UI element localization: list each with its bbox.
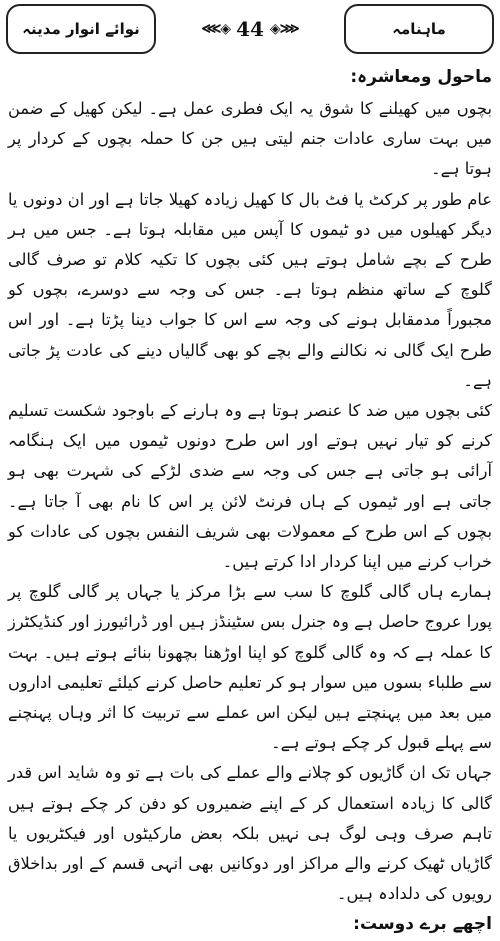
page-header (6, 4, 494, 56)
page-number: 44 (236, 17, 264, 41)
magazine-label-box (344, 4, 494, 54)
paragraph-2: عام طور پر کرکٹ یا فٹ بال کا کھیل زیادہ کھیلا جاتا ہے اور ان دونوں یا دیگر کھیلوں میں دو ٹیموں کا آپس میں مقابلہ ہوتا ہے۔ جس میں ہر طرح کے بچے شامل ہوتے ہیں کئی بچوں کا تکیہ کلام تو صرف گالی گلوچ کے ساتھ منظم ہوتا ہے۔ جس کی وجہ سے دوسرے، بچوں کو مجبوراً مدمقابل ہونے کی وجہ سے اس کا جواب دینا پڑتا ہے۔ اور اس طرح ایک گالی نہ نکالنے والے بچے کو بھی گالیاں دینے کی عادت پڑ جاتی ہے۔ (8, 189, 492, 390)
paragraph-4: ہمارے ہاں گالی گلوچ کا سب سے بڑا مرکز یا جہاں پر گالی گلوچ پر پورا عروج حاصل ہے وہ جنرل بس سٹینڈز ہیں اور ڈرائیورز اور کنڈیکٹرز کا عملہ ہے کہ وہ گالی گلوچ کو اپنا اوڑھنا بچھونا بنائے ہوتے ہیں۔ بہت سے طلباء بسوں میں سوار ہو کر تعلیم حاصل کرنے کیلئے تعلیمی اداروں میں بعد میں پہنچتے ہیں لیکن اس عملے سے تربیت کا اثر وہاں پہنچنے سے پہلے قبول کر چکے ہوتے ہے۔ (8, 582, 492, 753)
subheading: اچھے برے دوست: (353, 914, 492, 935)
magazine-name-box (6, 4, 156, 54)
section-heading: ماحول ومعاشرہ: (350, 67, 492, 87)
magazine-label: ماہنامہ (392, 20, 446, 38)
paragraph-1: بچوں میں کھیلنے کا شوق یہ ایک فطری عمل ہے۔ لیکن کھیل کے ضمن میں بہت ساری عادات جنم لیتی ہیں جن کا حملہ بچوں کے کردار پر ہوتا ہے۔ (8, 99, 492, 179)
page-number-block (182, 10, 318, 48)
ornament-left-icon: ⋘◈ (201, 21, 231, 37)
magazine-name: نوائے انوار مدینہ (22, 20, 140, 38)
paragraph-3: کئی بچوں میں ضد کا عنصر ہوتا ہے وہ ہارنے کے باوجود شکست تسلیم کرنے کو تیار نہیں ہوتے اور اس طرح دونوں ٹیموں میں ایک ہنگامہ آرائی ہو جاتی ہے جس کی وجہ سے ضدی لڑکے کی شہرت بھی ہو جاتی ہے اور ٹیموں کے ہاں فرنٹ لائن پر اس کا نام بھی آ جاتا ہے۔ بچوں کے اس طرح کے معمولات بھی شریف النفس بچوں کی عادات کو خراب کرنے میں اپنا کردار ادا کرتے ہیں۔ (8, 401, 492, 572)
paragraph-5: جہاں تک ان گاڑیوں کو چلانے والے عملے کی بات ہے تو وہ شاید اس قدر گالی کا زیادہ استعمال کر کے اپنے ضمیروں کو دفن کر چکے ہوتے ہیں تاہم صرف وہی لوگ ہی نہیں بلکہ بعض مارکیٹوں اور فیکٹریوں یا گاڑیاں ٹھیک کرنے والے مراکز اور دوکانیں بھی انہی قسم کے اور بداخلاق رویوں کی دلدادہ ہیں۔ (8, 763, 492, 904)
ornament-right-icon: ◈⋙ (269, 21, 299, 37)
article-body (8, 62, 492, 941)
